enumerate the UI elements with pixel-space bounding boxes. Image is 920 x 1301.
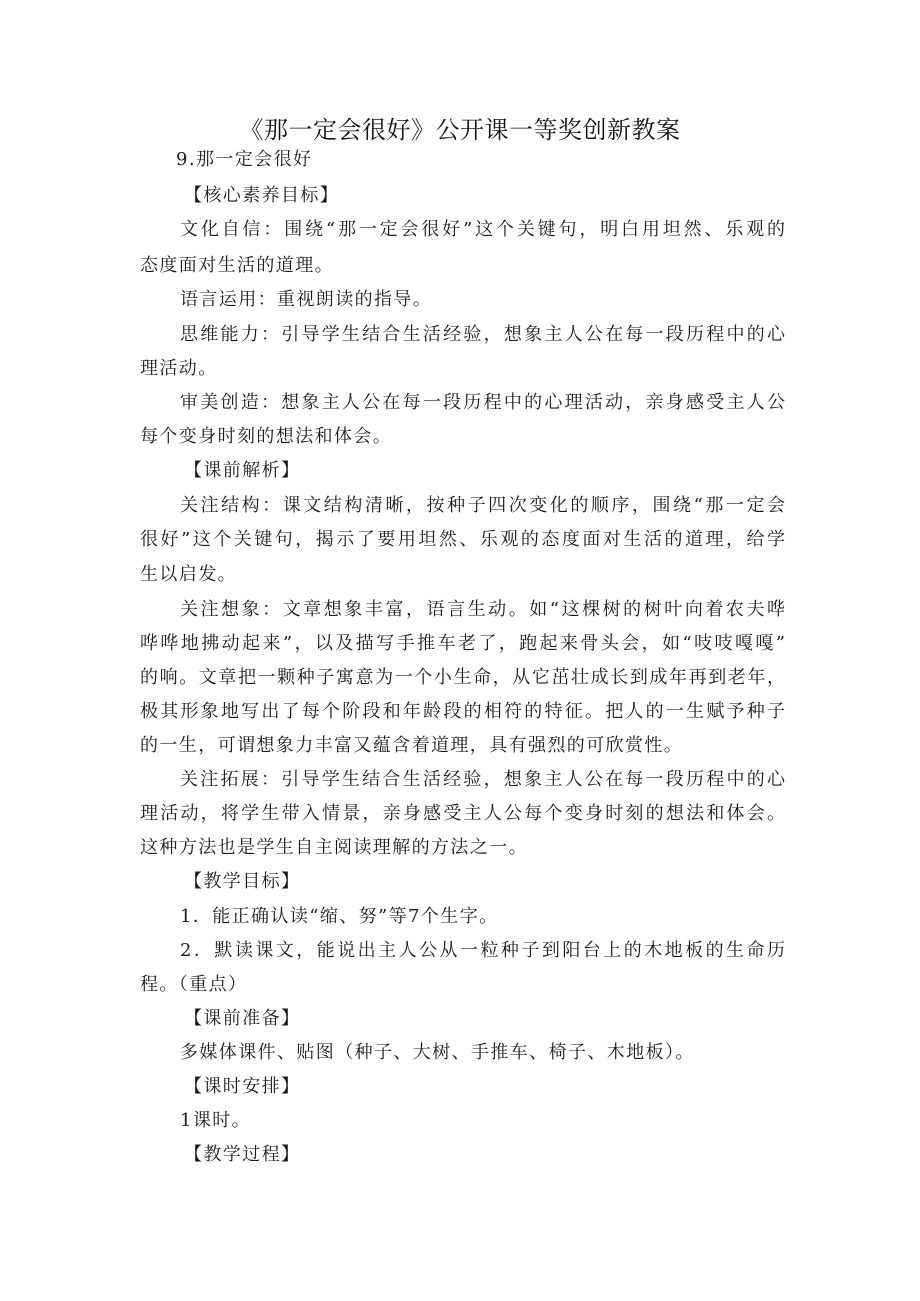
paragraph-line: 的一生，可谓想象力丰富又蕴含着道理，具有强烈的可欣赏性。 — [140, 735, 684, 756]
paragraph-line: 思维能力：引导学生结合生活经验，想象主人公在每一段历程中的心 — [180, 324, 785, 345]
paragraph-line: 很好”这个关键句，揭示了要用坦然、乐观的态度面对生活的道理，给学 — [140, 529, 785, 550]
paragraph-line: 关注结构：课文结构清晰，按种子四次变化的顺序，围绕“那一定会 — [180, 495, 785, 516]
paragraph-line: 态度面对生活的道理。 — [140, 255, 334, 276]
paragraph-line: 多媒体课件、贴图（种子、大树、手推车、椅子、木地板）。 — [180, 1042, 695, 1063]
paragraph-line: 每个变身时刻的想法和体会。 — [140, 426, 393, 447]
paragraph-line: 1课时。 — [180, 1110, 252, 1131]
goal-item: 2．默读课文，能说出主人公从一粒种子到阳台上的木地板的生命历 — [180, 940, 785, 961]
goal-item-continued: 程。（重点） — [140, 974, 248, 995]
section-heading-prep: 【课前准备】 — [184, 1008, 301, 1029]
paragraph-line: 极其形象地写出了每个阶段和年龄段的相符的特征。把人的一生赋予种子 — [140, 701, 785, 722]
paragraph-line: 理活动。 — [140, 358, 218, 379]
paragraph-line: 文化自信：围绕“那一定会很好”这个关键句，明白用坦然、乐观的 — [180, 219, 785, 240]
paragraph-line: 的响。文章把一颗种子寓意为一个小生命，从它茁壮成长到成年再到老年， — [140, 667, 785, 688]
goal-item: 1．能正确认读“缩、努”等7个生字。 — [180, 906, 499, 927]
paragraph-line: 审美创造：想象主人公在每一段历程中的心理活动，亲身感受主人公 — [180, 392, 785, 413]
section-heading-process: 【教学过程】 — [184, 1144, 301, 1165]
lesson-heading: 9.那一定会很好 — [176, 149, 313, 170]
paragraph-line: 关注想象：文章想象丰富，语言生动。如“这棵树的树叶向着农夫哗 — [180, 599, 785, 620]
paragraph-line: 关注拓展：引导学生结合生活经验，想象主人公在每一段历程中的心 — [180, 769, 785, 790]
section-heading-core: 【核心素养目标】 — [184, 185, 340, 206]
paragraph-line: 生以启发。 — [140, 564, 237, 585]
section-heading-time: 【课时安排】 — [184, 1076, 301, 1097]
paragraph-line: 理活动，将学生带入情景，亲身感受主人公每个变身时刻的想法和体会。 — [140, 803, 785, 824]
paragraph-line: 哗哗地拂动起来”，以及描写手推车老了，跑起来骨头会，如“吱吱嘎嘎” — [140, 633, 785, 654]
page-title: 《那一定会很好》公开课一等奖创新教案 — [239, 116, 681, 144]
paragraph-line: 这种方法也是学生自主阅读理解的方法之一。 — [140, 837, 528, 858]
paragraph-line: 语言运用：重视朗读的指导。 — [180, 289, 433, 310]
section-heading-analysis: 【课前解析】 — [184, 460, 301, 481]
section-heading-goals: 【教学目标】 — [184, 871, 301, 892]
